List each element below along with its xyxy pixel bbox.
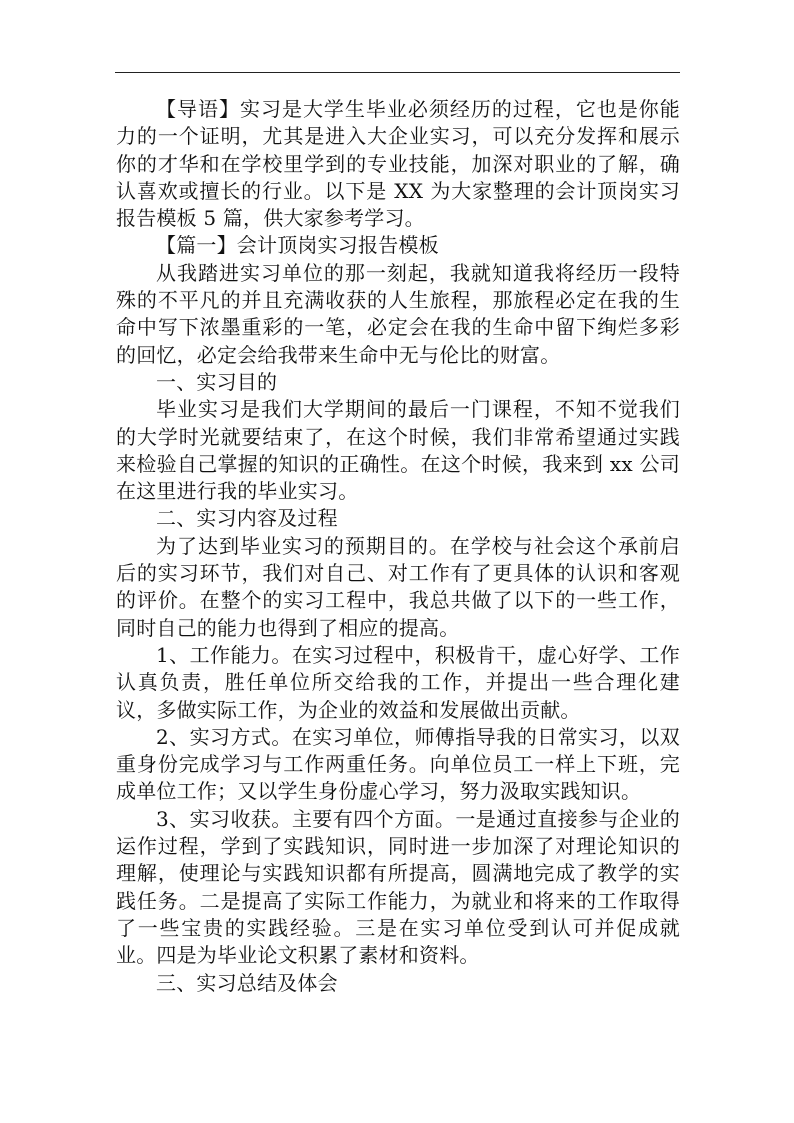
section-heading-summary: 三、实习总结及体会 [156,970,338,995]
section-heading-part-one: 【篇一】会计顶岗实习报告模板 [156,233,439,258]
intro-paragraph: 【导语】实习是大学生毕业必须经历的过程，它也是你能力的一个证明，尤其是进入大企业实习，可以充分发挥和展示你的才华和在学校里学到的专业技能，加深对职业的了解，确认喜欢或擅长的行业。以下是 XX 为大家整理的会计顶岗实习报告模板 5 篇，供大家参考学习。 [116,97,680,231]
list-item-internship-method: 2、实习方式。在实习单位，师傅指导我的日常实习，以双重身份完成学习与工作两重任务。向单位员工一样上下班，完成单位工作；又以学生身份虚心学习，努力汲取实践知识。 [116,724,680,804]
document-body [116,96,680,997]
body-paragraph: 为了达到毕业实习的预期目的。在学校与社会这个承前启后的实习环节，我们对自己、对工作有了更具体的认识和客观的评价。在整个的实习工程中，我总共做了以下的一些工作，同时自己的能力也得到了相应的提高。 [116,533,680,640]
section-heading-purpose: 一、实习目的 [156,369,278,394]
body-paragraph: 毕业实习是我们大学期间的最后一门课程，不知不觉我们的大学时光就要结束了，在这个时候，我们非常希望通过实践来检验自己掌握的知识的正确性。在这个时候，我来到 xx 公司在这里进行我的毕业实习。 [116,397,680,504]
body-paragraph: 从我踏进实习单位的那一刻起，我就知道我将经历一段特殊的不平凡的并且充满收获的人生旅程，那旅程必定在我的生命中写下浓墨重彩的一笔，必定会在我的生命中留下绚烂多彩的回忆，必定会给我带来生命中无与伦比的财富。 [116,260,680,367]
section-heading-content: 二、实习内容及过程 [156,506,338,531]
list-item-work-ability: 1、工作能力。在实习过程中，积极肯干，虚心好学、工作认真负责，胜任单位所交给我的工作，并提出一些合理化建议，多做实际工作，为企业的效益和发展做出贡献。 [116,642,680,722]
header-rule [115,72,680,73]
list-item-internship-gains: 3、实习收获。主要有四个方面。一是通过直接参与企业的运作过程，学到了实践知识，同时进一步加深了对理论知识的理解，使理论与实践知识都有所提高，圆满地完成了教学的实践任务。二是提高了实际工作能力，为就业和将来的工作取得了一些宝贵的实践经验。三是在实习单位受到认可并促成就业。四是为毕业论文积累了素材和资料。 [116,806,680,968]
